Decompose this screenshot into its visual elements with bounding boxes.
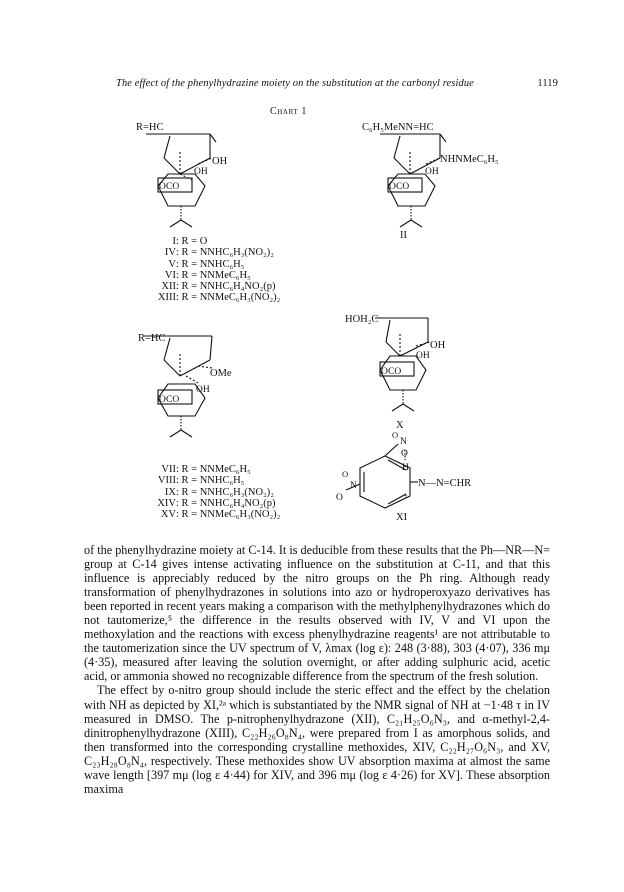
compound-r-group: NNMeC₆H₃(NO₂)₂ (199, 292, 281, 304)
compound-r-group: NNHC₆H₃(NO₂)₂ (199, 486, 274, 498)
s2-oh-label: OH (425, 167, 439, 177)
running-title: The effect of the phenylhydrazine moiety on the substitution at the carbonyl residue (116, 78, 474, 89)
s4-top-label: HOH₂C (345, 314, 379, 325)
r-prefix: : R = (176, 486, 200, 498)
compound-entry (146, 509, 280, 520)
compound-id: IX (164, 486, 176, 498)
page-number: 1119 (537, 78, 558, 89)
s3-r-label: R=HC (138, 333, 166, 344)
s1-oh-label: OH (212, 156, 228, 167)
s1-r-label: R=HC (136, 122, 164, 133)
r-prefix: : R = (176, 464, 200, 475)
r-prefix: : R = (176, 247, 200, 259)
compound-r-group: O (199, 236, 208, 247)
r-prefix: : R = (176, 509, 200, 521)
compound-id: IV (164, 247, 176, 259)
compound-entry (146, 247, 280, 258)
compound-entry (146, 487, 280, 498)
compound-entry (146, 259, 280, 270)
compound-id: VII (161, 464, 176, 475)
s5-plus-label: + (403, 491, 408, 500)
s2-top-label: C₆H₅MeNN=HC (362, 122, 434, 133)
structure-1 (146, 134, 216, 227)
compound-id: XII (161, 281, 176, 293)
paragraph-2: The effect by o-nitro group should include the steric effect and the effect by the chelation with NH as depicted by XI,²ᵃ which is substantiated by the NMR signal of NH at −1·48 τ in IV measured in DMSO. The p-nitrophenylhydrazone (XII), C₂₁H₂₅O₆N₃, and α-methyl-2,4-dinitrophenylhydrazone (XIII), C₂₂H₂₆O₈N₄, were prepared from I as amorphous solids, and then transformed into the corresponding crystalline methoxides, XIV, C₂₂H₂₇O₆N₃, and XV, C₂₃H₂₈O₈N₄, respectively. These methoxides show UV absorption maxima at almost the same wave length [397 mμ (log ε 4·44) for XIV, and 396 mμ (log ε 4·26) for XV]. These absorption maxima (84, 683, 550, 796)
compound-entry (146, 464, 280, 475)
chemical-structures-figure (100, 114, 540, 524)
compound-r-group: NNHC₆H₃(NO₂)₂ (199, 247, 274, 259)
compound-entry (146, 292, 280, 303)
r-prefix: : R = (176, 292, 200, 304)
s2-co-label: CO (396, 182, 410, 192)
s2-o-label: O (389, 182, 396, 192)
s5-h-label: H (402, 463, 409, 473)
r-prefix: : R = (176, 236, 200, 247)
compound-r-group: NNMeC₆H₅ (199, 464, 251, 475)
compound-r-group: NNMeC₆H₅ (199, 269, 251, 281)
body-text (84, 543, 550, 796)
compound-id: I (172, 236, 176, 247)
s4-co-label: CO (388, 367, 402, 377)
s5-o-top-label: O (392, 430, 399, 440)
compound-r-group: NNHC₆H₅ (199, 258, 245, 270)
r-prefix: : R = (176, 269, 200, 281)
compound-id: VI (164, 269, 176, 281)
s1-o-label: O (159, 182, 166, 192)
compound-id: XIV (157, 497, 176, 509)
compound-entry (146, 281, 280, 292)
compound-list-1 (146, 236, 280, 304)
structure-4 (375, 318, 430, 411)
s3-ome-label: OMe (210, 368, 232, 379)
s5-o-left-label: O (342, 469, 349, 479)
s3-o-label: O (159, 395, 166, 405)
compound-r-group: NNMeC₆H₃(NO₂)₂ (199, 509, 281, 521)
s2-id-label: II (400, 230, 407, 241)
compound-r-group: NNHC₆H₅ (199, 475, 245, 487)
r-prefix: : R = (176, 281, 200, 293)
s5-chain-label: N—N=CHR (418, 478, 472, 489)
s5-o-minus-label: O (401, 449, 408, 459)
s4-oh2-label: OH (416, 351, 430, 361)
compound-r-group: NNHC₆H₄NO₂(p) (199, 497, 276, 509)
compound-id: XV (160, 509, 176, 521)
s4-id-label: X (396, 420, 404, 431)
s5-o-low-label: O (336, 493, 343, 503)
s1-co-label: CO (166, 182, 180, 192)
r-prefix: : R = (176, 497, 200, 509)
s2-side-label: NHNMeC₆H₅ (440, 154, 499, 165)
paragraph-1: of the phenylhydrazine moiety at C-14. It is deducible from these results that the Ph—NR—N= group at C-14 gives intense activating influence on the substitution at C-11, and that this influence is appreciably reduced by the nitro groups on the Ph ring. Although ready transformation of phenylhydrazones in solutions into azo or hydroperoxyazo derivatives has been reported in recent years making a comparison with the methylphenylhydrazones which do not tautomerize,⁵ the difference in the results observed with IV, V and VI upon the methoxylation and the reactions with excess phenylhydrazine reagents¹ are not attributable to the tautomerization since the UV spectrum of V, λmax (log ε): 248 (3·88), 303 (4·07), 336 mμ (4·35), measured after leaving the solution overnight, or after adding sulphuric acid, acetic acid, or ammonia showed no recognizable difference from the spectrum of the fresh solution. (84, 543, 550, 684)
r-prefix: : R = (176, 475, 200, 487)
structure-2 (380, 134, 446, 227)
running-header (116, 78, 558, 89)
compound-id: XIII (157, 292, 176, 304)
s3-co-label: CO (166, 395, 180, 405)
compound-r-group: NNHC₆H₄NO₂(p) (199, 281, 276, 293)
compound-entry (146, 475, 280, 486)
compound-id: V (168, 258, 176, 270)
compound-entry (146, 498, 280, 509)
compound-id: VIII (157, 475, 176, 487)
s5-n-top-label: N (400, 437, 407, 447)
s4-o-label: O (381, 367, 388, 377)
compound-list-2 (146, 464, 280, 520)
s1-oh2-label: OH (194, 167, 208, 177)
compound-entry (146, 270, 280, 281)
chart-label: Chart 1 (270, 106, 308, 117)
s3-oh-label: OH (196, 385, 210, 395)
s5-n-left-label: N (350, 481, 357, 491)
r-prefix: : R = (176, 258, 200, 270)
s4-oh-label: OH (430, 340, 446, 351)
s5-id-label: XI (396, 512, 408, 523)
compound-entry (146, 236, 280, 247)
